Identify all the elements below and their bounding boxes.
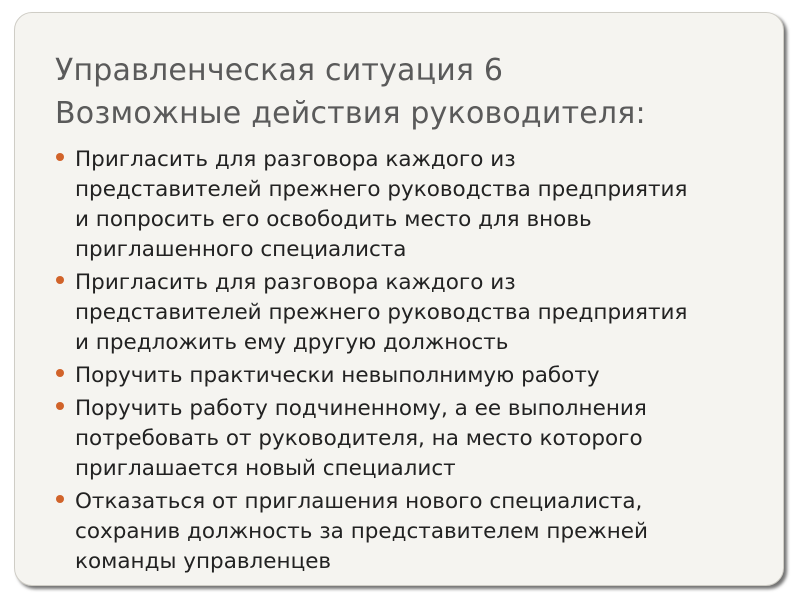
bullet-5-line-2: сохранив должность за представителем прежней [75,519,648,544]
bullet-dot-icon [56,495,64,503]
slide-frame [14,12,784,586]
bullet-dot-icon [56,402,64,410]
bullet-list [53,145,788,580]
bullet-5-line-3: команды управленцев [75,549,332,574]
bullet-dot-icon [56,153,64,161]
bullet-1-line-1: Пригласить для разговора каждого из [75,147,516,172]
bullet-item-5 [53,487,788,577]
bullet-1-line-4: приглашенного специалиста [75,237,407,262]
bullet-2-line-2: представителей прежнего руководства предприятия [75,300,688,325]
title-line-1: Управленческая ситуация 6 [55,53,504,88]
bullet-item-2 [53,268,788,358]
bullet-4-line-1: Поручить работу подчиненному, а ее выполнения [75,396,647,421]
title-line-2: Возможные действия руководителя: [55,96,646,131]
bullet-4-line-2: потребовать от руководителя, на место которого [75,426,643,451]
bullet-2-line-1: Пригласить для разговора каждого из [75,270,516,295]
bullet-dot-icon [56,369,64,377]
bullet-1-line-2: представителей прежнего руководства предприятия [75,177,688,202]
bullet-item-3 [53,361,788,391]
bullet-4-line-3: приглашается новый специалист [75,456,456,481]
bullet-3-line-1: Поручить практически невыполнимую работу [75,363,600,388]
slide-title [55,49,775,135]
bullet-2-line-3: и предложить ему другую должность [75,330,509,355]
bullet-item-4 [53,394,788,484]
bullet-item-1 [53,145,788,265]
bullet-dot-icon [56,276,64,284]
bullet-5-line-1: Отказаться от приглашения нового специалиста, [75,489,643,514]
bullet-1-line-3: и попросить его освободить место для вновь [75,207,592,232]
